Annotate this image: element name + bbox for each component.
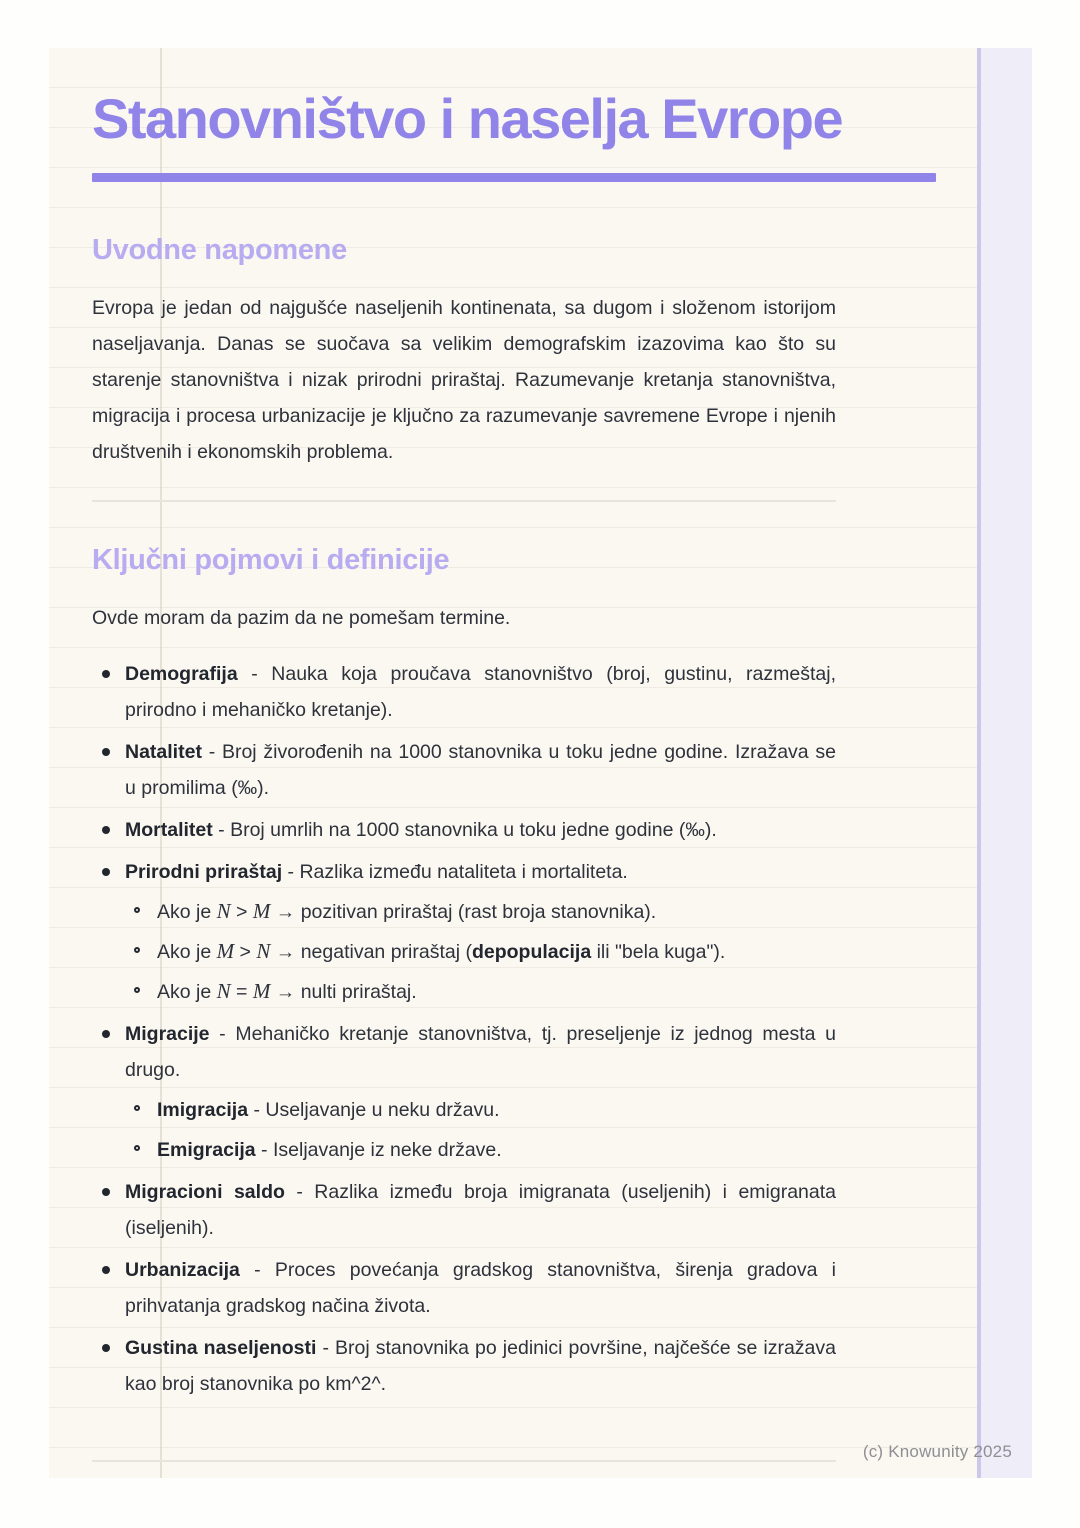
math-variable: N xyxy=(216,979,231,1003)
term-item xyxy=(92,1330,836,1402)
definition-text: = xyxy=(230,981,253,1003)
term-bold-text: Prirodni priraštaj xyxy=(125,861,283,883)
definition-text: → negativan priraštaj ( xyxy=(270,941,472,963)
definition-text: > xyxy=(234,941,257,963)
term-bold-text: depopulacija xyxy=(471,941,592,963)
definition-text: Ako je xyxy=(157,981,217,1003)
math-variable: N xyxy=(216,899,231,923)
definition-text: - Razlika između broja imigranata (useljenih) i emigranata (iseljenih). xyxy=(125,1181,836,1239)
term-item xyxy=(92,1174,836,1246)
circle-bullet-icon xyxy=(134,1145,140,1151)
section-divider xyxy=(92,500,836,502)
definition-text: Ako je xyxy=(157,901,217,923)
circle-bullet-icon xyxy=(134,987,140,993)
definition-text: → nulti priraštaj. xyxy=(270,981,417,1003)
term-item xyxy=(92,854,836,1010)
math-variable: M xyxy=(216,939,235,963)
sub-term-item xyxy=(125,1132,836,1168)
section-heading-uvodne-napomene: Uvodne napomene xyxy=(92,234,347,266)
term-bold-text: Emigracija xyxy=(157,1139,256,1161)
term-item xyxy=(92,656,836,728)
circle-bullet-icon xyxy=(134,947,140,953)
definition-text: - Nauka koja proučava stanovništvo (broj, gustinu, razmeštaj, prirodno i mehaničko kretanje). xyxy=(125,663,836,721)
math-variable: M xyxy=(252,979,271,1003)
circle-bullet-icon xyxy=(134,1105,140,1111)
term-bold-text: Mortalitet xyxy=(125,819,213,841)
copyright-footer: (c) Knowunity 2025 xyxy=(862,1442,1012,1461)
term-bold-text: Imigracija xyxy=(157,1099,249,1121)
definition-text: - Broj stanovnika po jedinici površine, najčešće se izražava kao broj stanovnika po km^2^. xyxy=(125,1337,836,1395)
right-accent-strip xyxy=(977,48,1032,1478)
bullet-icon xyxy=(102,1266,110,1274)
definition-text: - Proces povećanja gradskog stanovništva, širenja gradova i prihvatanja gradskog načina života. xyxy=(125,1259,836,1317)
bullet-icon xyxy=(102,1344,110,1352)
term-bold-text: Migracioni saldo xyxy=(125,1181,285,1203)
bullet-icon xyxy=(102,1188,110,1196)
term-item xyxy=(92,812,836,848)
term-item xyxy=(92,734,836,806)
term-bold-text: Migracije xyxy=(125,1023,210,1045)
math-variable: M xyxy=(252,899,271,923)
term-item xyxy=(92,1252,836,1324)
sub-term-item xyxy=(125,894,836,930)
term-bold-text: Demografija xyxy=(125,663,238,685)
definition-text: - Mehaničko kretanje stanovništva, tj. preseljenje iz jednog mesta u drugo. xyxy=(125,1023,836,1081)
sub-term-item xyxy=(125,934,836,970)
paper-sheet xyxy=(49,48,1032,1478)
sub-term-item xyxy=(125,1092,836,1128)
terms-list xyxy=(92,656,836,1402)
definition-text: - Broj živorođenih na 1000 stanovnika u toku jedne godine. Izražava se u promilima (‰). xyxy=(125,741,836,799)
section-heading-kljucni-pojmovi: Ključni pojmovi i definicije xyxy=(92,544,450,576)
bullet-icon xyxy=(102,868,110,876)
definition-text: ili "bela kuga"). xyxy=(591,941,726,963)
terms-intro-note: Ovde moram da pazim da ne pomešam termine. xyxy=(92,607,511,629)
sub-terms-list xyxy=(125,894,836,1010)
term-item xyxy=(92,1016,836,1168)
definition-text: - Razlika između nataliteta i mortaliteta. xyxy=(282,861,628,883)
definition-text: - Iseljavanje iz neke države. xyxy=(255,1139,502,1161)
bullet-icon xyxy=(102,748,110,756)
definition-text: Ako je xyxy=(157,941,217,963)
sub-term-item xyxy=(125,974,836,1010)
bullet-icon xyxy=(102,670,110,678)
definition-text: > xyxy=(230,901,253,923)
bullet-icon xyxy=(102,826,110,834)
term-bold-text: Urbanizacija xyxy=(125,1259,240,1281)
circle-bullet-icon xyxy=(134,907,140,913)
math-variable: N xyxy=(256,939,271,963)
definition-text: → pozitivan priraštaj (rast broja stanovnika). xyxy=(270,901,657,923)
term-bold-text: Natalitet xyxy=(125,741,202,763)
definition-text: - Broj umrlih na 1000 stanovnika u toku jedne godine (‰). xyxy=(212,819,717,841)
bottom-divider xyxy=(92,1460,836,1462)
page-title: Stanovništvo i naselja Evrope xyxy=(92,87,843,150)
term-bold-text: Gustina naseljenosti xyxy=(125,1337,317,1359)
sub-terms-list xyxy=(125,1092,836,1168)
definition-text: - Useljavanje u neku državu. xyxy=(248,1099,500,1121)
bullet-icon xyxy=(102,1030,110,1038)
title-underline-bar xyxy=(92,173,936,182)
notes-content xyxy=(92,48,938,1408)
intro-paragraph: Evropa je jedan od najgušće naseljenih kontinenata, sa dugom i složenom istorijom naseljavanja. Danas se suočava sa velikim demografskim izazovima kao što su starenje stanovništva i nizak prirodni priraštaj. Razumevanje kretanja stanovništva, migracija i procesa urbanizacije je ključno za razumevanje savremene Evrope i njenih društvenih i ekonomskih problema. xyxy=(92,297,836,463)
